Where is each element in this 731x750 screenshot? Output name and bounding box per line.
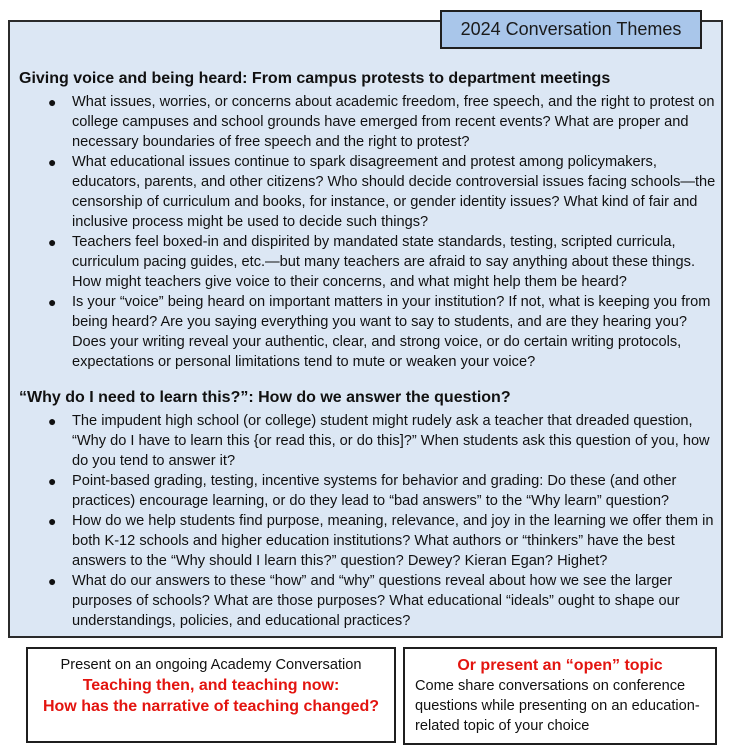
conversation-title-line1: Teaching then, and teaching now: [82, 677, 340, 694]
list-item [19, 411, 719, 471]
list-item [19, 232, 719, 292]
conversation-title-line2: How has the narrative of teaching changed? [42, 698, 380, 715]
list-item-text: Is your “voice” being heard on important matters in your institution? If not, what is keeping you from being heard? Are you saying everything you want to say to students, and are they hearing you? Does your writing reveal your authentic, clear, and strong voice, or do certain writing protocols, expectations or personal limitations tend to mute or weaken your voice? [72, 294, 711, 370]
list-item-text: Teachers feel boxed-in and dispirited by mandated state standards, testing, scripted curricula, curriculum pacing guides, etc.—but many teachers are afraid to say anything about these things. How might teachers give voice to their concerns, and what might help them be heard? [72, 234, 696, 290]
list-item [19, 292, 719, 372]
academy-conversation-box [26, 647, 396, 743]
open-topic-body: Come share conversations on conference questions while presenting on an education-related topic of your choice [415, 678, 700, 734]
bullet-icon: ● [48, 94, 57, 110]
bullet-icon: ● [48, 154, 57, 170]
bullet-icon: ● [48, 234, 57, 250]
list-item [19, 92, 719, 152]
bullet-icon: ● [48, 413, 57, 429]
themes-content [19, 69, 719, 631]
list-item-text: How do we help students find purpose, meaning, relevance, and joy in the learning we offer them in both K-12 schools and higher education institutions? What authors or “thinkers” have the best answers to the “Why should I learn this?” question? Dewey? Kieran Egan? Highet? [72, 513, 714, 569]
bullet-icon: ● [48, 513, 57, 529]
list-item [19, 152, 719, 232]
section-list [19, 92, 719, 372]
bullet-icon: ● [48, 473, 57, 489]
bullet-icon: ● [48, 573, 57, 589]
page-title-text: 2024 Conversation Themes [460, 19, 682, 39]
list-item-text: Point-based grading, testing, incentive systems for behavior and grading: Do these (and other practices) encourage learning, or do they lead to “bad answers” to the “Why learn” question? [72, 473, 677, 509]
list-item-text: What issues, worries, or concerns about academic freedom, free speech, and the right to protest on college campuses and school grounds have emerged from recent events? What are proper and necessary boundaries of free speech and the right to protest? [72, 94, 715, 150]
list-item-text: What do our answers to these “how” and “why” questions reveal about how we see the larger purposes of schools? What are those purposes? What educational “ideals” ought to shape our understandings, policies, and educational practices? [72, 573, 680, 629]
list-item-text: What educational issues continue to spark disagreement and protest among policymakers, educators, parents, and other citizens? Who should decide controversial issues facing schools—the censorship of curriculum and books, for instance, or gender identity issues? What kind of fair and inclusive process might be used to decide such things? [72, 154, 716, 230]
open-topic-heading: Or present an “open” topic [457, 657, 663, 674]
list-item-text: The impudent high school (or college) student might rudely ask a teacher that dreaded question, “Why do I have to learn this {or read this, or do this]?” When students ask this question of you, how do you tend to answer it? [72, 413, 710, 469]
list-item [19, 471, 719, 511]
section-heading: “Why do I need to learn this?”: How do we answer the question? [19, 389, 511, 406]
list-item [19, 571, 719, 631]
section-list [19, 411, 719, 631]
section-heading: Giving voice and being heard: From campus protests to department meetings [19, 70, 611, 87]
bullet-icon: ● [48, 294, 57, 310]
open-topic-box [403, 647, 717, 745]
box-intro: Present on an ongoing Academy Conversation [60, 657, 362, 673]
page-title [440, 10, 702, 49]
list-item [19, 511, 719, 571]
